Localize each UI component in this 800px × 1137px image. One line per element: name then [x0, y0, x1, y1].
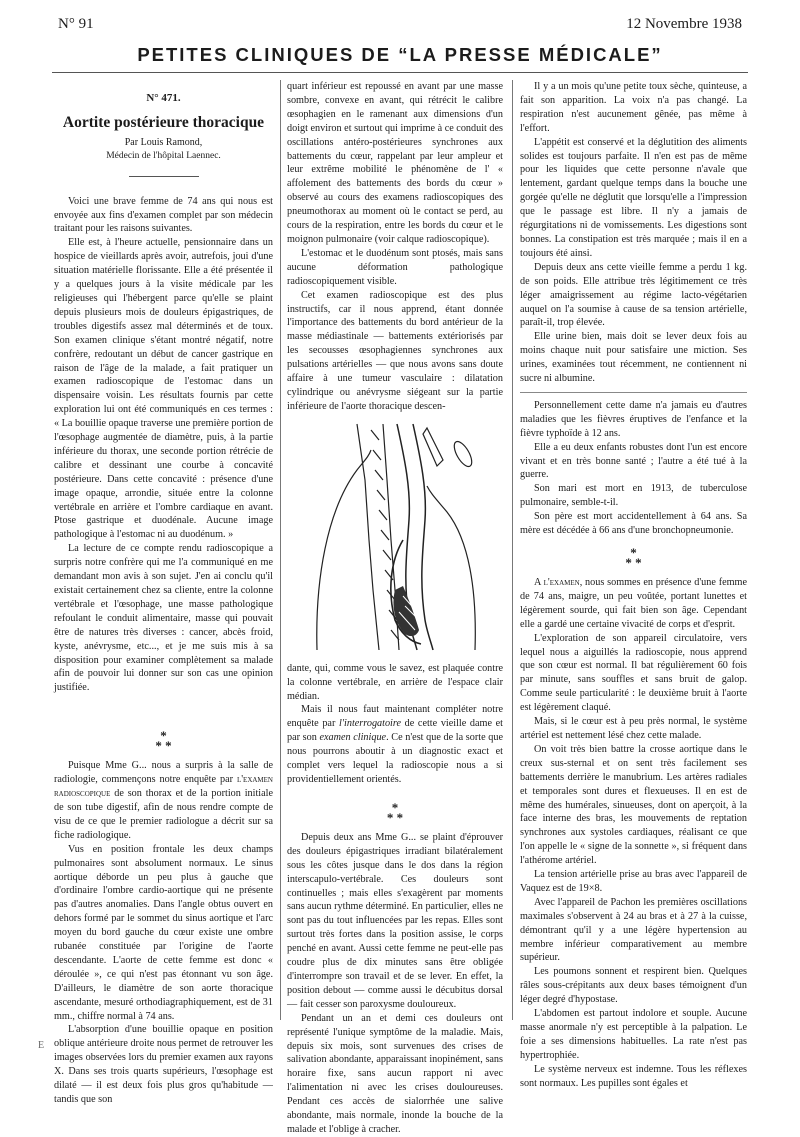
- paragraph: Elle est, à l'heure actuelle, pensionnaire dans un hospice de vieillards après avoir, autrefois, joui d'une situation matérielle florissante. Elle a été présentée il y a quelques jours à la visite médicale par les religieuses qui l'hébergent parce qu'elle se plaint depuis plusieurs mois de douleurs épigastriques, de troubles digestifs assez mal déterminés et de toux. Son examen clinique s'étant montré négatif, notre confrère, redoutant un début de cancer gastrique en raison de l'âge de la malade, a fait pratiquer un examen radioscopique de l'estomac dans un dispensaire voisin. Les résultats fournis par cette exploration lui ont été communiqués en ces termes : « La bouillie opaque traverse une première portion de l'œsophage augmentée de diamètre, puis, à la partie inférieure du thorax, une seconde portion rétrécie de calibre et dessinant une courbe à concavité postérieure. Dans cette concavité : présence d'une image opaque, arrondie, située entre la colonne vertébrale en arrière et l'ombre cardiaque en avant. Ptose gastrique et duodénale. Aucune image pathologique à l'estomac ni au duodénum. »: [54, 237, 273, 541]
- paragraph: L'absorption d'une bouillie opaque en position oblique antérieure droite nous permet de retrouver les images observées lors du premier examen aux rayons X. Dans ses trois quarts supérieurs, l'œsophage est dilaté — il est deux fois plus gros qu'habitude — tandis que son: [54, 1024, 273, 1105]
- paragraph: Elle a eu deux enfants robustes dont l'un est encore vivant et en très bonne santé ; l'autre a été tué à la guerre.: [520, 441, 747, 481]
- paragraph: Puisque Mme G... nous a surpris à la salle de radiologie, commençons notre enquête par l'examen radioscopique de son thorax et de la portion initiale de son tube digestif, afin de nous rendre compte de visu de ce que le premier radiologue a décrit sur sa fiche radiologique.: [54, 760, 273, 841]
- article-author: Par Louis Ramond,: [124, 136, 203, 148]
- paragraph: Cet examen radioscopique est des plus instructifs, car il nous apprend, étant donnée l'importance des battements du bord antérieur de la masse médiastinale — battements extériorisés par les secousses œsophagiennes synchrones aux pulsations artérielles — que nous avons sans doute affaire à une tumeur vasculaire : dilatation cylindrique ou anévrysme siégeant sur la partie inférieure de l'aorte thoracique descen-: [287, 289, 503, 412]
- section-stars: * * *: [625, 545, 642, 570]
- column-divider-1: [280, 80, 281, 1020]
- section-stars: * * *: [155, 728, 172, 754]
- paragraph: Depuis deux ans cette vieille femme a perdu 1 kg. de son poids. Elle attribue très légitimement ce très léger amaigrissement au régime lacto-végétarien auquel on l'a soumise à cause de sa tension artérielle, paraît-il, trop élevée.: [520, 261, 747, 329]
- paragraph: Son père est mort accidentellement à 64 ans. Sa mère est décédée à 66 ans d'une bronchopneumonie.: [520, 511, 747, 537]
- paragraph: On voit très bien battre la crosse aortique dans le creux sus-sternal et on sent très facilement ses battements derrière le manubrium. Les artères radiales et temporales sont dures et flexueuses. Il en est de même des humérales, sinueuses, dont on aperçoit, à la face interne des bras, les mouvements de reptation synchrones aux systoles cardiaques, réalisant ce que l'on appelle le « signe de la sonnette », si fréquent dans l'athérome artériel.: [520, 743, 747, 867]
- journal-title: PETITES CLINIQUES DE “LA PRESSE MÉDICALE”: [137, 44, 663, 65]
- margin-mark: E: [38, 1040, 45, 1051]
- paragraph: Mais il nous faut maintenant compléter notre enquête par l'interrogatoire de cette vieille dame et par son examen clinique. Ce n'est que de la sorte que nous pourrons aboutir à un diagnostic exact et complet vers lequel la radioscopie nous a si providentiellement orientés.: [287, 704, 504, 785]
- column-divider-2: [512, 80, 513, 1020]
- radioscopic-tracing-drawing: [287, 420, 503, 654]
- section-rule: [520, 392, 747, 393]
- paragraph: L'exploration de son appareil circulatoire, vers lequel nous a aiguillés la radioscopie, nous apprend que son cœur est normal. Il bat régulièrement 60 fois par minute, sans souffles et sans bruit de galop. Comme seule particularité : le deuxième bruit à l'aorte est légèrement claqué.: [520, 632, 747, 714]
- paragraph: Le système nerveux est indemne. Tous les réflexes sont normaux. Les pupilles sont égales et: [520, 1063, 747, 1089]
- paragraph: Depuis deux ans Mme G... se plaint d'éprouver des douleurs épigastriques irradiant bilatéralement sous les côtes jusque dans le dos dans la région interscapulo-vertébrale. Ces douleurs sont continuelles ; mais elles s'exagèrent par moments sans aucun rythme déterminé. En particulier, elles ne sont pas du tout influencées par les repas. Elles sont surtout très fortes dans la position assise, le corps penché en avant. Aussi cette femme ne peut-elle pas coudre plus de dix minutes sans être obligée d'interrompre son travail et de se lever. En effet, la position debout — comme aussi le décubitus dorsal — fait cesser son paroxysme douloureux.: [287, 831, 503, 1010]
- paragraph: Pendant un an et demi ces douleurs ont représenté l'unique symptôme de la maladie. Mais, depuis six mois, sont survenues des crises de salivation abondante, apparaissant inopinément, sans horaire fixe, sans aucun rapport ni avec l'alimentation ni avec les crises douloureuses. Pendant ces accès de sialorrhée une salive abondante, mais normale, inonde la bouche de la malade et l'oblige à cracher.: [287, 1012, 503, 1135]
- article-number: N° 471.: [146, 92, 181, 104]
- paragraph: quart inférieur est repoussé en avant par une masse sombre, convexe en avant, qui rétrécit le calibre œsophagien en le ramenant aux dimensions d'un doigt environ et surtout qui imprime à ce conduit des oscillations antéro-postérieures synchrones aux battements du cœur, rappelant par leur ampleur et leur extrême mobilité le phénomène de l' « affolement des battements des bords du cœur » observé au cours des examens radioscopiques des pneumothorax au moment où le contact se perd, au cours de la respiration, entre les bords du cœur et le moignon pulmonaire (voir calque radioscopique).: [287, 81, 503, 245]
- paragraph: A l'examen, nous sommes en présence d'une femme de 74 ans, maigre, un peu voûtée, portant lunettes et légèrement sourde, qui fait bien son âge. Cependant elle a gardé une certaine vivacité de corps et d'esprit.: [520, 577, 747, 630]
- paragraph: Avec l'appareil de Pachon les premières oscillations maximales s'observent à 24 au bras et à 27 à la cuisse, démontrant qu'il y a une légère hypertension au membre inférieur comparativement au membre supérieur.: [520, 896, 747, 964]
- column-3: [520, 80, 747, 1091]
- article-affiliation: Médecin de l'hôpital Laennec.: [106, 150, 221, 161]
- section-stars: * * *: [386, 799, 404, 825]
- paragraph: Vus en position frontale les deux champs pulmonaires sont absolument normaux. Le sinus aortique déborde un peu plus à gauche que d'ordinaire l'ombre cardio-aortique qui ne présente pas d'autres anomalies. Dans l'angle obtus ouvert en dehors formé par le sommet du sinus aortique et l'arc moyen du bord gauche du cœur existe une ombre rubanée constituée par l'origine de l'aorte descendante. L'aorte de cette femme est donc « déroulée », ce qui n'est pas étonnant vu son âge. D'ailleurs, le diamètre de son aorte thoracique ascendante, mesuré orthodiagraphiquement, est de 31 mm., chiffre normal à 74 ans.: [54, 843, 273, 1022]
- masthead-issue: N° 91: [58, 16, 94, 32]
- header-rule: [52, 72, 748, 73]
- paragraph: Les poumons sonnent et respirent bien. Quelques râles sous-crépitants aux deux bases témoignent d'un léger degré d'hypostase.: [520, 966, 747, 1006]
- paragraph: La tension artérielle prise au bras avec l'appareil de Vaquez est de 19×8.: [520, 869, 747, 894]
- paragraph: dante, qui, comme vous le savez, est plaquée contre la colonne vertébrale, en arrière de l'espace clair médian.: [287, 662, 503, 702]
- masthead-date: 12 Novembre 1938: [626, 16, 742, 32]
- column-1: [54, 80, 273, 1107]
- paragraph: L'appétit est conservé et la déglutition des aliments solides est toujours parfaite. Il n'en est pas de même pour les liquides que cette personne n'avale que lentement, gardant quelque temps dans la bouche une gorgée qu'elle ne déglutit que lorsqu'elle a l'impression que le passage est libre. Il n'y a jamais de régurgitations ni de vomissements. Les digestions sont bonnes. La constipation est très marquée ; mais il en a toujours été ainsi.: [520, 136, 747, 259]
- column-2: [287, 80, 503, 1137]
- radioscopic-tracing-figure: [287, 420, 503, 654]
- paragraph: La lecture de ce compte rendu radioscopique a surpris notre confrère qui me l'a communiqué en me demandant mon avis à son sujet. J'en ai conclu qu'il existait certainement chez sa cliente, entre la colonne vertébrale et l'œsophage, une masse pathologique refoulant le conduit alimentaire, masse qui pouvait être de natures très diverses : cancer, abcès froid, kyste, anévrysme, etc..., et je me suis mis à sa disposition pour examiner complètement sa malade afin de pouvoir lui donner sur son cas une opinion justifiée.: [54, 543, 273, 694]
- paragraph: Personnellement cette dame n'a jamais eu d'autres maladies que les fièvres éruptives de l'enfance et la fièvre typhoïde à 12 ans.: [520, 399, 747, 439]
- paragraph: Elle urine bien, mais doit se lever deux fois au moins chaque nuit pour satisfaire une miction. Ses urines, examinées tout récemment, ne contiennent ni sucre ni albumine.: [520, 331, 747, 385]
- paragraph: Mais, si le cœur est à peu près normal, le système artériel est nettement lésé chez cette malade.: [520, 716, 747, 741]
- paragraph: L'estomac et le duodénum sont ptosés, mais sans aucune déformation pathologique radioscopiquement visible.: [287, 247, 503, 287]
- paragraph: L'abdomen est partout indolore et souple. Aucune masse anormale n'y est perceptible à la palpation. Le foie a ses dimensions habituelles. La rate n'est pas hypertrophiée.: [520, 1008, 747, 1061]
- title-rule: [129, 176, 199, 177]
- paragraph: Il y a un mois qu'une petite toux sèche, quinteuse, a fait son apparition. La voix n'a pas changé. La respiration n'est aucunement gênée, pas même à l'effort.: [520, 81, 747, 134]
- article-title: Aortite postérieure thoracique: [62, 113, 265, 131]
- paragraph: Son mari est mort en 1913, de tuberculose pulmonaire, semble-t-il.: [520, 483, 747, 509]
- paragraph: Voici une brave femme de 74 ans qui nous est envoyée aux fins d'examen complet par son médecin traitant pour les raisons suivantes.: [54, 195, 273, 235]
